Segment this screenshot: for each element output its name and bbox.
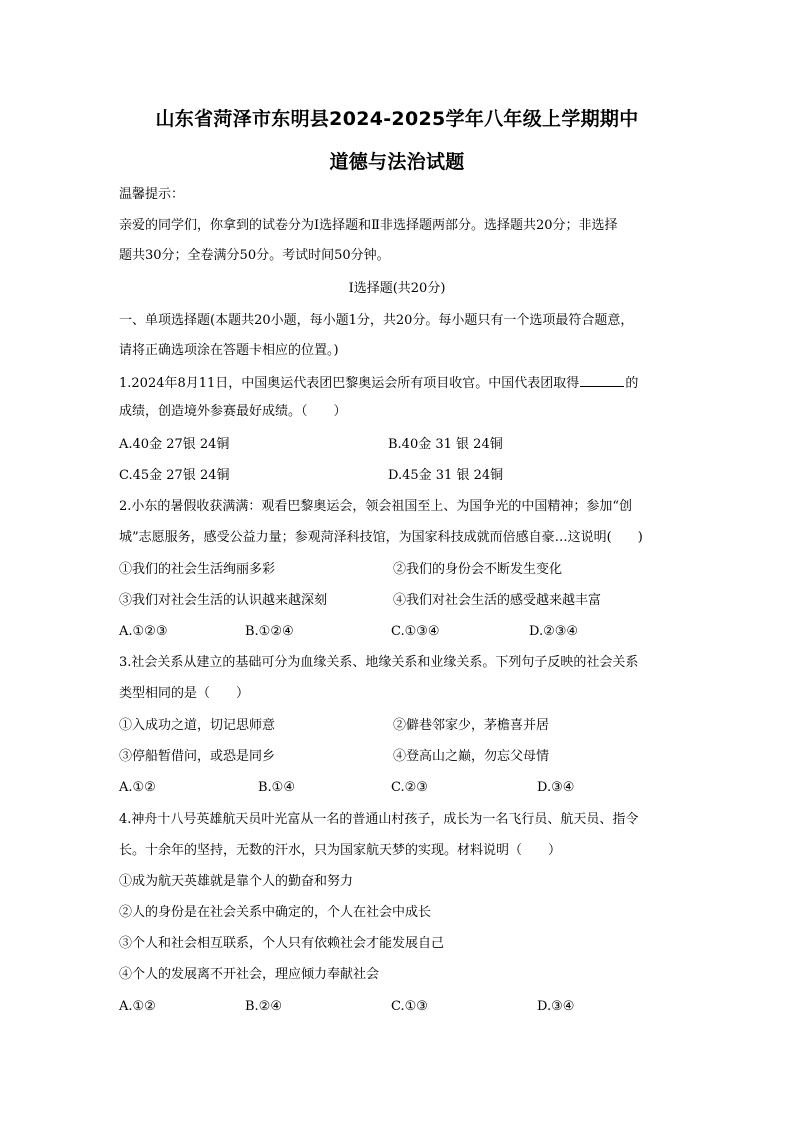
question-2-statement-3: ③我们对社会生活的认识越来越深刻 [119,593,328,608]
question-4-option-c: C.①③ [391,999,428,1014]
question-3-option-b: B.①④ [258,780,295,795]
question-3-option-c: C.②③ [391,780,428,795]
answer-blank [580,373,624,387]
question-2-option-a: A.①②③ [119,624,168,639]
section-title: Ⅰ选择题(共20分) [348,281,446,296]
question-3-option-a: A.①② [119,780,156,795]
question-4-option-a: A.①② [119,999,156,1014]
question-4-option-b: B.②④ [245,999,282,1014]
question-4-statement-1: ①成为航天英雄就是靠个人的勤奋和努力 [119,874,354,889]
notice-line-2: 题共30分；全卷满分50分。考试时间50分钟。 [119,248,390,263]
question-2-statement-2: ②我们的身份会不断发生变化 [393,562,563,577]
question-1-option-d: D.45金 31 银 24铜 [388,468,504,483]
question-3-statement-2: ②僻巷邻家少，茅檐喜并居 [393,718,550,733]
question-3-statement-4: ④登高山之巅，勿忘父母情 [393,749,550,764]
exam-subtitle: 道德与法治试题 [329,151,465,173]
question-3-stem-line-2: 类型相同的是（ ） [119,686,250,701]
question-2-option-c: C.①③④ [391,624,440,639]
question-1-stem-part-1: 1.2024年8月11日，中国奥运代表团巴黎奥运会所有项目收官。中国代表团取得 [119,376,580,391]
question-2-option-d: D.②③④ [529,624,579,639]
notice-heading: 温馨提示： [119,187,185,202]
question-4-stem: 4.神舟十八号英雄航天员叶光富从一名的普通山村孩子，成长为一名飞行员、航天员、指令 [119,812,639,827]
question-3-option-d: D.③④ [537,780,575,795]
question-4-statement-4: ④个人的发展离不开社会，理应倾力奉献社会 [119,967,380,982]
question-1-stem-part-2: 的 [625,376,639,391]
question-1-stem [119,373,638,393]
question-4-statement-2: ②人的身份是在社会关系中确定的，个人在社会中成长 [119,905,432,920]
question-2-stem: 2.小东的暑假收获满满：观看巴黎奥运会，领会祖国至上、为国争光的中国精神；参加“创 [119,499,633,514]
question-1-option-b: B.40金 31 银 24铜 [388,437,503,452]
question-1-option-c: C.45金 27银 24铜 [119,468,230,483]
question-4-statement-3: ③个人和社会相互联系，个人只有依赖社会才能发展自己 [119,936,445,951]
question-2-statement-4: ④我们对社会生活的感受越来越丰富 [393,593,602,608]
question-3-statement-1: ①入成功之道，切记思师意 [119,718,276,733]
question-4-option-d: D.③④ [537,999,575,1014]
question-1-stem-line-2: 成绩，创造境外参赛最好成绩。（ ） [119,404,347,419]
notice-line-1: 亲爱的同学们，你拿到的试卷分为Ⅰ选择题和Ⅱ非选择题两部分。选择题共20分；非选择 [119,218,618,233]
question-3-stem: 3.社会关系从建立的基础可分为血缘关系、地缘关系和业缘关系。下列句子反映的社会关系 [119,655,639,670]
question-1-option-a: A.40金 27银 24铜 [119,437,230,452]
section-instruction-1: 一、单项选择题(本题共20小题，每小题1分，共20分。每小题只有一个选项最符合题意， [119,313,634,328]
question-4-stem-line-2: 长。十余年的坚持，无数的汗水，只为国家航天梦的实现。材料说明（ ） [119,843,562,858]
question-2-statement-1: ①我们的社会生活绚丽多彩 [119,562,276,577]
question-2-stem-line-2: 城”志愿服务，感受公益力量；参观菏泽科技馆，为国家科技成就而倍感自豪…这说明( ) [119,530,643,545]
exam-title: 山东省菏泽市东明县2024-2025学年八年级上学期期中 [155,108,639,130]
question-2-option-b: B.①②④ [245,624,294,639]
section-instruction-2: 请将正确选项涂在答题卡相应的位置。) [119,343,339,358]
question-3-statement-3: ③停船暂借问，或恐是同乡 [119,749,276,764]
